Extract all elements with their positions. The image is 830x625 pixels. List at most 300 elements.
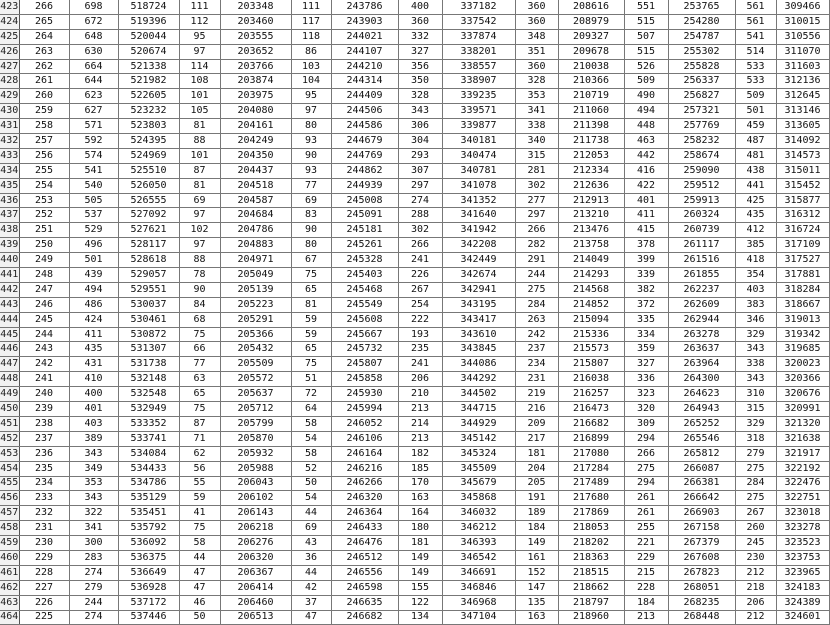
table-cell: 226	[19, 595, 69, 610]
table-cell: 203766	[220, 59, 291, 74]
table-cell: 274	[69, 565, 118, 580]
table-cell: 217	[515, 431, 558, 446]
table-row	[0, 104, 829, 119]
row-header-cell: 452	[0, 431, 19, 446]
table-cell: 293	[398, 148, 442, 163]
table-cell: 334	[624, 327, 668, 342]
table-cell: 267379	[668, 536, 735, 551]
table-cell: 245732	[331, 342, 398, 357]
table-cell: 246320	[331, 491, 398, 506]
table-cell: 356	[398, 59, 442, 74]
table-cell: 245091	[331, 208, 398, 223]
table-cell: 257769	[668, 119, 735, 134]
table-cell: 403	[735, 282, 776, 297]
table-cell: 204971	[220, 253, 291, 268]
table-cell: 265	[19, 14, 69, 29]
table-cell: 307	[398, 163, 442, 178]
table-cell: 206	[398, 372, 442, 387]
table-row	[0, 372, 829, 387]
table-cell: 327	[624, 357, 668, 372]
table-cell: 521338	[118, 59, 179, 74]
table-cell: 439	[69, 268, 118, 283]
table-cell: 77	[179, 357, 220, 372]
table-cell: 211738	[558, 134, 624, 149]
table-cell: 302	[398, 223, 442, 238]
table-cell: 193	[398, 327, 442, 342]
table-cell: 532148	[118, 372, 179, 387]
table-cell: 288	[398, 208, 442, 223]
table-cell: 342208	[442, 238, 515, 253]
table-cell: 88	[179, 253, 220, 268]
row-header-cell: 459	[0, 536, 19, 551]
table-cell: 342449	[442, 253, 515, 268]
table-cell: 522605	[118, 89, 179, 104]
table-cell: 344929	[442, 416, 515, 431]
table-cell: 205870	[220, 431, 291, 446]
table-cell: 343	[69, 446, 118, 461]
table-cell: 411	[624, 208, 668, 223]
table-cell: 243786	[331, 0, 398, 14]
table-cell: 69	[291, 521, 331, 536]
table-cell: 311070	[776, 44, 829, 59]
table-cell: 311603	[776, 59, 829, 74]
row-header-cell: 440	[0, 253, 19, 268]
table-cell: 323523	[776, 536, 829, 551]
row-header-cell: 436	[0, 193, 19, 208]
row-header-cell: 455	[0, 476, 19, 491]
table-cell: 242	[515, 327, 558, 342]
table-cell: 237	[19, 431, 69, 446]
table-cell: 256337	[668, 74, 735, 89]
table-row	[0, 491, 829, 506]
table-cell: 204	[515, 461, 558, 476]
row-header-cell: 425	[0, 29, 19, 44]
table-cell: 247	[19, 282, 69, 297]
table-cell: 536092	[118, 536, 179, 551]
table-cell: 494	[624, 104, 668, 119]
table-cell: 346393	[442, 536, 515, 551]
table-cell: 67	[291, 253, 331, 268]
table-cell: 320	[624, 402, 668, 417]
table-cell: 530037	[118, 297, 179, 312]
table-cell: 267608	[668, 550, 735, 565]
table-cell: 318667	[776, 297, 829, 312]
table-cell: 535792	[118, 521, 179, 536]
table-cell: 310556	[776, 29, 829, 44]
table-cell: 204518	[220, 178, 291, 193]
table-cell: 62	[179, 446, 220, 461]
table-cell: 313605	[776, 119, 829, 134]
table-cell: 312136	[776, 74, 829, 89]
table-cell: 64	[291, 402, 331, 417]
table-cell: 328	[398, 89, 442, 104]
table-row	[0, 431, 829, 446]
table-cell: 232	[19, 506, 69, 521]
table-cell: 80	[291, 119, 331, 134]
table-cell: 530461	[118, 312, 179, 327]
table-cell: 319342	[776, 327, 829, 342]
table-row	[0, 0, 829, 14]
table-cell: 346691	[442, 565, 515, 580]
table-cell: 181	[398, 536, 442, 551]
table-cell: 515	[624, 44, 668, 59]
table-row	[0, 416, 829, 431]
table-cell: 51	[291, 372, 331, 387]
table-row	[0, 14, 829, 29]
table-row	[0, 238, 829, 253]
table-cell: 185	[398, 461, 442, 476]
table-cell: 561	[735, 0, 776, 14]
row-header-cell: 427	[0, 59, 19, 74]
table-cell: 313146	[776, 104, 829, 119]
table-cell: 528618	[118, 253, 179, 268]
table-cell: 246	[19, 297, 69, 312]
row-header-cell: 434	[0, 163, 19, 178]
table-row	[0, 342, 829, 357]
table-cell: 383	[735, 297, 776, 312]
table-cell: 215807	[558, 357, 624, 372]
table-cell: 262	[19, 59, 69, 74]
table-cell: 86	[291, 44, 331, 59]
table-cell: 205509	[220, 357, 291, 372]
table-cell: 348	[515, 29, 558, 44]
table-cell: 523803	[118, 119, 179, 134]
table-cell: 537	[69, 208, 118, 223]
table-cell: 205712	[220, 402, 291, 417]
table-cell: 52	[291, 461, 331, 476]
table-cell: 211398	[558, 119, 624, 134]
table-cell: 385	[735, 238, 776, 253]
table-cell: 350	[398, 74, 442, 89]
table-cell: 267823	[668, 565, 735, 580]
table-cell: 108	[179, 74, 220, 89]
table-row	[0, 148, 829, 163]
table-cell: 118	[291, 29, 331, 44]
table-cell: 258	[19, 119, 69, 134]
table-cell: 218363	[558, 550, 624, 565]
table-cell: 184	[515, 521, 558, 536]
table-cell: 322192	[776, 461, 829, 476]
table-cell: 50	[291, 476, 331, 491]
table-cell: 214049	[558, 253, 624, 268]
table-cell: 205223	[220, 297, 291, 312]
table-cell: 246216	[331, 461, 398, 476]
table-cell: 244	[19, 327, 69, 342]
table-cell: 212	[735, 610, 776, 625]
table-cell: 181	[515, 446, 558, 461]
table-cell: 68	[179, 312, 220, 327]
table-cell: 229	[19, 550, 69, 565]
table-cell: 244021	[331, 29, 398, 44]
table-cell: 403	[69, 416, 118, 431]
table-cell: 225	[19, 610, 69, 625]
table-cell: 507	[624, 29, 668, 44]
table-cell: 496	[69, 238, 118, 253]
table-row	[0, 312, 829, 327]
table-cell: 353	[69, 476, 118, 491]
table-cell: 149	[398, 565, 442, 580]
table-cell: 351	[515, 44, 558, 59]
row-header-cell: 462	[0, 580, 19, 595]
table-cell: 180	[398, 521, 442, 536]
table-cell: 37	[291, 595, 331, 610]
table-cell: 46	[179, 595, 220, 610]
table-cell: 218662	[558, 580, 624, 595]
table-cell: 246512	[331, 550, 398, 565]
table-cell: 244107	[331, 44, 398, 59]
table-cell: 65	[291, 282, 331, 297]
table-cell: 541	[735, 29, 776, 44]
table-cell: 117	[291, 14, 331, 29]
table-cell: 401	[69, 402, 118, 417]
table-cell: 65	[291, 342, 331, 357]
table-cell: 248	[19, 268, 69, 283]
table-cell: 56	[179, 461, 220, 476]
table-cell: 47	[291, 610, 331, 625]
row-header-cell: 445	[0, 327, 19, 342]
table-cell: 209	[515, 416, 558, 431]
table-cell: 342941	[442, 282, 515, 297]
table-cell: 205637	[220, 387, 291, 402]
table-cell: 322	[69, 506, 118, 521]
table-cell: 514	[735, 44, 776, 59]
table-row	[0, 461, 829, 476]
table-cell: 360	[515, 0, 558, 14]
table-cell: 415	[624, 223, 668, 238]
table-cell: 205	[515, 476, 558, 491]
table-cell: 254	[398, 297, 442, 312]
table-cell: 343195	[442, 297, 515, 312]
table-cell: 534084	[118, 446, 179, 461]
table-cell: 341352	[442, 193, 515, 208]
table-row	[0, 521, 829, 536]
table-cell: 101	[179, 148, 220, 163]
table-cell: 339571	[442, 104, 515, 119]
table-row	[0, 119, 829, 134]
table-cell: 238	[19, 416, 69, 431]
table-cell: 209327	[558, 29, 624, 44]
table-cell: 306	[398, 119, 442, 134]
table-cell: 537446	[118, 610, 179, 625]
table-cell: 216038	[558, 372, 624, 387]
table-cell: 267158	[668, 521, 735, 536]
table-cell: 410	[69, 372, 118, 387]
table-cell: 266	[398, 238, 442, 253]
table-cell: 71	[179, 431, 220, 446]
table-cell: 329	[735, 416, 776, 431]
table-cell: 50	[179, 610, 220, 625]
table-cell: 203348	[220, 0, 291, 14]
table-cell: 256	[19, 148, 69, 163]
table-cell: 531738	[118, 357, 179, 372]
table-cell: 242	[19, 357, 69, 372]
table-cell: 258232	[668, 134, 735, 149]
table-cell: 339	[624, 268, 668, 283]
table-cell: 372	[624, 297, 668, 312]
table-cell: 341942	[442, 223, 515, 238]
table-cell: 310	[735, 387, 776, 402]
table-row	[0, 268, 829, 283]
table-cell: 97	[291, 104, 331, 119]
table-cell: 345324	[442, 446, 515, 461]
table-cell: 229	[624, 550, 668, 565]
table-cell: 279	[735, 446, 776, 461]
table-cell: 252	[19, 208, 69, 223]
table-cell: 319685	[776, 342, 829, 357]
table-cell: 264300	[668, 372, 735, 387]
table-cell: 243	[19, 342, 69, 357]
table-cell: 216473	[558, 402, 624, 417]
table-cell: 245181	[331, 223, 398, 238]
table-cell: 346032	[442, 506, 515, 521]
table-cell: 524969	[118, 148, 179, 163]
table-cell: 244506	[331, 104, 398, 119]
table-cell: 134	[398, 610, 442, 625]
table-cell: 212636	[558, 178, 624, 193]
table-cell: 203975	[220, 89, 291, 104]
table-cell: 255302	[668, 44, 735, 59]
table-row	[0, 193, 829, 208]
table-cell: 297	[398, 178, 442, 193]
table-row	[0, 595, 829, 610]
table-cell: 536928	[118, 580, 179, 595]
table-cell: 221	[624, 536, 668, 551]
table-cell: 343	[69, 491, 118, 506]
table-cell: 540	[69, 178, 118, 193]
table-cell: 246106	[331, 431, 398, 446]
table-cell: 416	[624, 163, 668, 178]
table-cell: 213	[624, 610, 668, 625]
table-cell: 261	[624, 491, 668, 506]
table-cell: 206	[735, 595, 776, 610]
table-cell: 294	[624, 431, 668, 446]
row-header-cell: 463	[0, 595, 19, 610]
row-header-cell: 438	[0, 223, 19, 238]
table-cell: 227	[19, 580, 69, 595]
table-cell: 257	[19, 134, 69, 149]
table-cell: 535451	[118, 506, 179, 521]
table-row	[0, 580, 829, 595]
table-cell: 354	[735, 268, 776, 283]
table-cell: 266087	[668, 461, 735, 476]
table-cell: 149	[398, 550, 442, 565]
table-cell: 360	[515, 59, 558, 74]
table-cell: 257321	[668, 104, 735, 119]
table-cell: 268051	[668, 580, 735, 595]
table-row	[0, 59, 829, 74]
table-cell: 265812	[668, 446, 735, 461]
table-cell: 214568	[558, 282, 624, 297]
table-cell: 672	[69, 14, 118, 29]
row-header-cell: 456	[0, 491, 19, 506]
table-cell: 336	[624, 372, 668, 387]
table-cell: 75	[291, 357, 331, 372]
table-cell: 213	[398, 402, 442, 417]
table-cell: 319013	[776, 312, 829, 327]
table-cell: 275	[735, 491, 776, 506]
table-cell: 441	[735, 178, 776, 193]
table-cell: 163	[398, 491, 442, 506]
table-cell: 149	[515, 536, 558, 551]
table-cell: 93	[291, 163, 331, 178]
table-cell: 275	[515, 282, 558, 297]
table-cell: 235	[398, 342, 442, 357]
table-cell: 55	[179, 476, 220, 491]
table-cell: 537172	[118, 595, 179, 610]
table-cell: 54	[291, 491, 331, 506]
table-cell: 315011	[776, 163, 829, 178]
table-cell: 265252	[668, 416, 735, 431]
table-cell: 218515	[558, 565, 624, 580]
table-cell: 90	[179, 282, 220, 297]
table-cell: 297	[515, 208, 558, 223]
row-header-cell: 450	[0, 402, 19, 417]
table-cell: 509	[624, 74, 668, 89]
table-cell: 111	[179, 0, 220, 14]
row-header-cell: 442	[0, 282, 19, 297]
table-row	[0, 357, 829, 372]
table-cell: 340181	[442, 134, 515, 149]
table-cell: 75	[179, 521, 220, 536]
table-cell: 534433	[118, 461, 179, 476]
table-cell: 218	[735, 580, 776, 595]
table-cell: 360	[515, 14, 558, 29]
table-cell: 322476	[776, 476, 829, 491]
row-header-cell: 426	[0, 44, 19, 59]
table-cell: 525510	[118, 163, 179, 178]
table-cell: 261117	[668, 238, 735, 253]
table-cell: 95	[291, 89, 331, 104]
table-cell: 400	[398, 0, 442, 14]
table-cell: 263	[19, 44, 69, 59]
table-cell: 533741	[118, 431, 179, 446]
table-cell: 246433	[331, 521, 398, 536]
table-cell: 323753	[776, 550, 829, 565]
table-cell: 346542	[442, 550, 515, 565]
row-header-cell: 449	[0, 387, 19, 402]
table-cell: 343	[398, 104, 442, 119]
table-cell: 253765	[668, 0, 735, 14]
table-cell: 463	[624, 134, 668, 149]
table-cell: 212053	[558, 148, 624, 163]
table-cell: 523232	[118, 104, 179, 119]
table-cell: 210038	[558, 59, 624, 74]
table-cell: 253	[19, 193, 69, 208]
table-cell: 112	[179, 14, 220, 29]
table-cell: 244	[515, 268, 558, 283]
table-cell: 536649	[118, 565, 179, 580]
table-cell: 69	[291, 193, 331, 208]
table-cell: 231	[19, 521, 69, 536]
table-cell: 245930	[331, 387, 398, 402]
table-cell: 245858	[331, 372, 398, 387]
table-row	[0, 163, 829, 178]
table-cell: 501	[69, 253, 118, 268]
table-cell: 261516	[668, 253, 735, 268]
table-cell: 346846	[442, 580, 515, 595]
row-header-cell: 431	[0, 119, 19, 134]
table-cell: 216682	[558, 416, 624, 431]
table-cell: 324183	[776, 580, 829, 595]
table-cell: 282	[515, 238, 558, 253]
table-cell: 161	[515, 550, 558, 565]
table-cell: 205291	[220, 312, 291, 327]
table-cell: 147	[515, 580, 558, 595]
table-cell: 135	[515, 595, 558, 610]
table-cell: 526050	[118, 178, 179, 193]
table-cell: 345509	[442, 461, 515, 476]
table-cell: 213210	[558, 208, 624, 223]
